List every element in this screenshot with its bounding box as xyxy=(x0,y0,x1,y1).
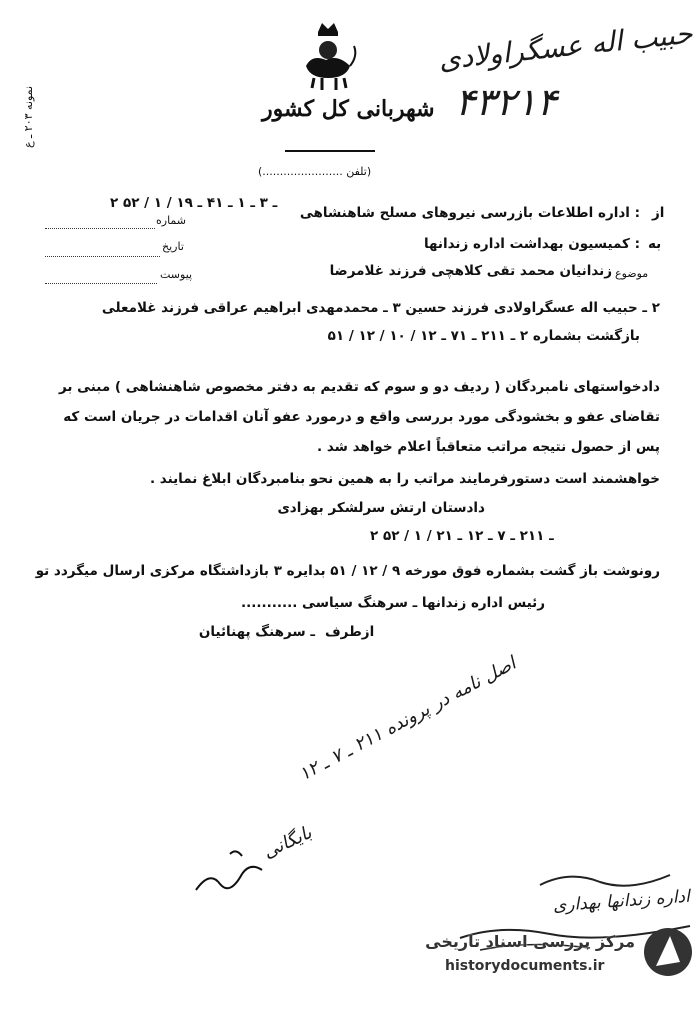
number-dots xyxy=(45,228,155,229)
to-label: به xyxy=(648,236,662,252)
body-ref-line2: ۲ ـ ۲۱۱ ـ ۷ ـ ۱۲ ـ ۲۱ / ۱ / ۵۲ xyxy=(370,528,554,544)
date-label: تاریخ xyxy=(162,240,184,253)
authority-title: شهربانی کل کشور xyxy=(262,96,435,122)
to-value: : کمیسیون بهداشت اداره زندانها xyxy=(423,236,640,252)
number-value: ۲ ـ ۳ ـ ۱ ـ ۴۱ ـ ۱۹ / ۱ / ۵۲ xyxy=(110,195,278,211)
watermark-logo-icon xyxy=(640,922,696,982)
handwritten-name: حبیب اله عسگراولادی xyxy=(436,16,695,77)
handwritten-signature-block: اداره زندانها بهداری xyxy=(552,886,691,917)
handwritten-archive: بایگانی xyxy=(259,822,316,863)
subject-value: زندانیان محمد تقی کلاهچی فرزند غلامرضا xyxy=(329,263,612,279)
body-para6: رئیس اداره زندانها ـ سرهنگ سیاسی ........... xyxy=(240,595,545,611)
phone-label: (تلفن .......................) xyxy=(258,165,372,178)
from-label: از xyxy=(652,205,665,221)
subject-label: موضوع xyxy=(615,267,649,280)
from-value: : اداره اطلاعات بازرسی نیروهای مسلح شاهنشاهی xyxy=(299,205,640,221)
signature-line: دادستان ارتش سرلشکر بهزادی xyxy=(277,500,485,516)
number-label: شماره xyxy=(156,214,187,227)
form-number: نمونه ۲۰۳ ـ ع xyxy=(22,85,35,148)
from-line-value: ـ سرهنگ پهنائیان xyxy=(198,624,315,640)
date-dots xyxy=(45,256,160,257)
body-para1: دادخواستهای نامبردگان ( ردیف دو و سوم که تقدیم به دفتر مخصوص شاهنشاهی ) مبنی بر xyxy=(58,379,660,395)
handwritten-note: اصل نامه در پرونده ۲۱۱ ـ ۷ ـ ۱۲ xyxy=(295,652,520,786)
body-para5: رونوشت باز گشت بشماره فوق مورخه ۹ / ۱۲ / ۵۱ بدایره ۳ بازداشتگاه مرکزی ارسال میگردد تو xyxy=(35,563,660,579)
body-para2: تقاضای عفو و بخشودگی مورد بررسی واقع و درمورد عفو آنان اقدامات در جریان است که xyxy=(63,409,660,425)
body-line1: ۲ ـ حبیب اله عسگراولادی فرزند حسین ۳ ـ محمدمهدی ابراهیم عراقی فرزند غلامعلی xyxy=(101,300,660,316)
body-para4: خواهشمند است دستورفرمایند مراتب را به همین نحو بنامبردگان ابلاغ نمایند . xyxy=(149,471,660,487)
watermark-text-fa: مرکز بررسی اسناد تاریخی xyxy=(425,932,635,951)
title-divider xyxy=(285,150,375,152)
from-line-label: ازطرف xyxy=(325,624,375,640)
scribble-signature-icon xyxy=(190,840,270,900)
lion-and-sun-emblem-icon xyxy=(292,20,364,94)
body-para3: پس از حصول نتیجه مراتب متعاقباً اعلام خواهد شد . xyxy=(317,439,660,455)
handwritten-number: ۴۳۲۱۴ xyxy=(455,80,558,124)
attachment-label: پیوست xyxy=(160,268,193,281)
watermark-text-en: historydocuments.ir xyxy=(445,958,605,974)
attachment-dots xyxy=(45,283,157,284)
body-ref-line: بازگشت بشماره ۲ ـ ۲۱۱ ـ ۷۱ ـ ۱۲ / ۱۰ / ۱۲ / ۵۱ xyxy=(327,328,640,344)
